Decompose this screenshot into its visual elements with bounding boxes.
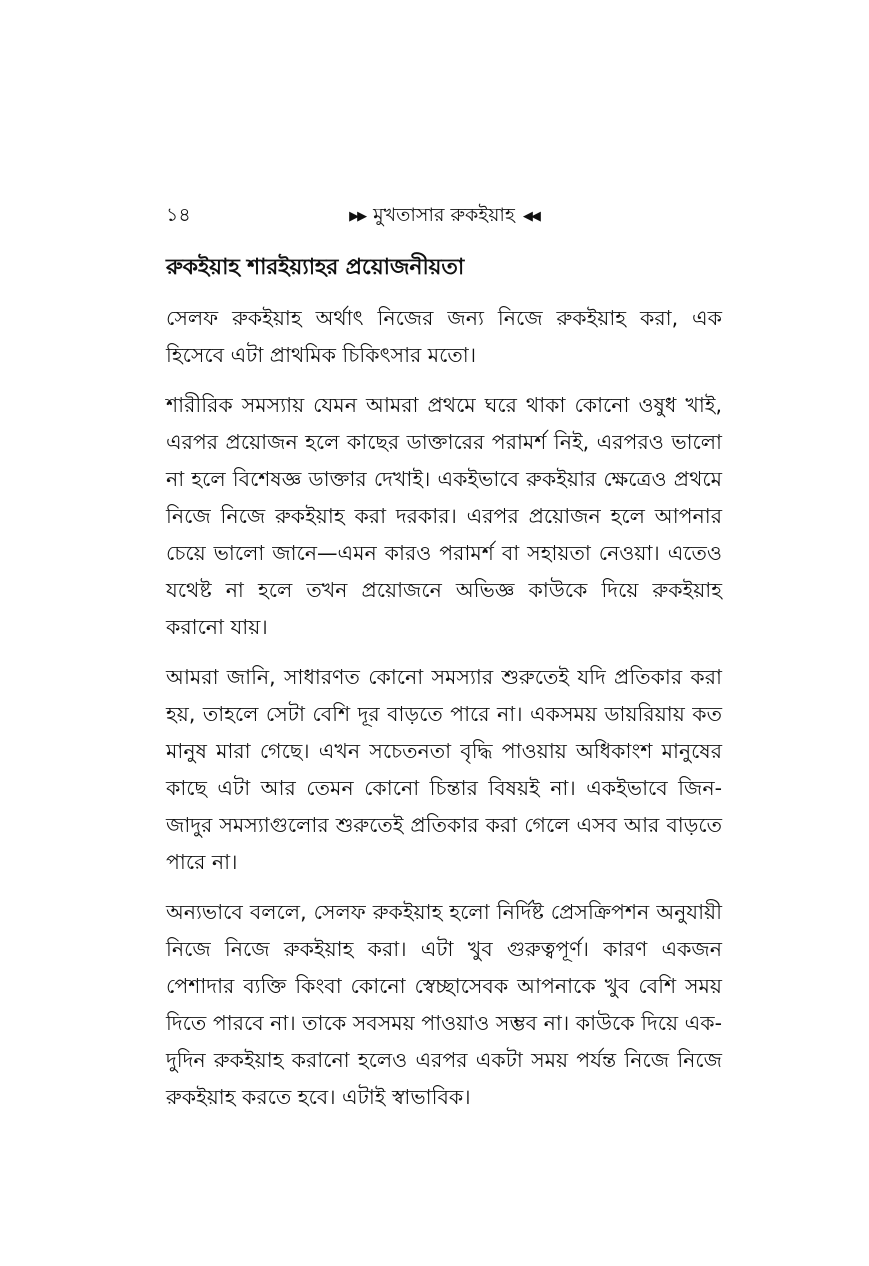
right-ornament-icon: ◀◀	[522, 209, 539, 224]
left-ornament-icon: ▶▶	[349, 209, 366, 224]
book-page	[166, 198, 722, 1129]
section-heading: রুকইয়াহ শারইয়্যাহর প্রয়োজনীয়তা	[166, 255, 465, 280]
running-title	[166, 198, 722, 234]
page-number: ১৪	[166, 204, 191, 226]
paragraph-2: শারীরিক সমস্যায় যেমন আমরা প্রথমে ঘরে থাকা কোনো ওষুধ খাই, এরপর প্রয়োজন হলে কাছের ডাক্তারের পরামর্শ নিই, এরপরও ভালো না হলে বিশেষজ্ঞ ডাক্তার দেখাই। একইভাবে রুকইয়ার ক্ষেত্রেও প্রথমে নিজে নিজে রুকইয়াহ করা দরকার। এরপর প্রয়োজন হলে আপনার চেয়ে ভালো জানে—এমন কারও পরামর্শ বা সহায়তা নেওয়া। এতেও যথেষ্ট না হলে তখন প্রয়োজনে অভিজ্ঞ কাউকে দিয়ে রুকইয়াহ করানো যায়।	[166, 393, 722, 639]
paragraph-3: আমরা জানি, সাধারণত কোনো সমস্যার শুরুতেই যদি প্রতিকার করা হয়, তাহলে সেটা বেশি দূর বাড়তে পারে না। একসময় ডায়রিয়ায় কত মানুষ মারা গেছে। এখন সচেতনতা বৃদ্ধি পাওয়ায় অধিকাংশ মানুষের কাছে এটা আর তেমন কোনো চিন্তার বিষয়ই না। একইভাবে জিন-জাদুর সমস্যাগুলোর শুরুতেই প্রতিকার করা গেলে এসব আর বাড়তে পারে না।	[166, 665, 722, 874]
paragraph-4: অন্যভাবে বললে, সেলফ রুকইয়াহ হলো নির্দিষ্ট প্রেসক্রিপশন অনুযায়ী নিজে নিজে রুকইয়াহ করা। এটা খুব গুরুত্বপূর্ণ। কারণ একজন পেশাদার ব্যক্তি কিংবা কোনো স্বেচ্ছাসেবক আপনাকে খুব বেশি সময় দিতে পারবে না। তাকে সবসময় পাওয়াও সম্ভব না। কাউকে দিয়ে এক-দুদিন রুকইয়াহ করানো হলেও এরপর একটা সময় পর্যন্ত নিজে নিজে রুকইয়াহ করতে হবে। এটাই স্বাভাবিক।	[166, 900, 722, 1109]
paragraph-1: সেলফ রুকইয়াহ অর্থাৎ নিজের জন্য নিজে রুকইয়াহ করা, এক হিসেবে এটা প্রাথমিক চিকিৎসার মতো।	[166, 306, 722, 367]
book-title: মুখতাসার রুকইয়াহ	[373, 204, 515, 226]
running-head	[166, 198, 722, 232]
